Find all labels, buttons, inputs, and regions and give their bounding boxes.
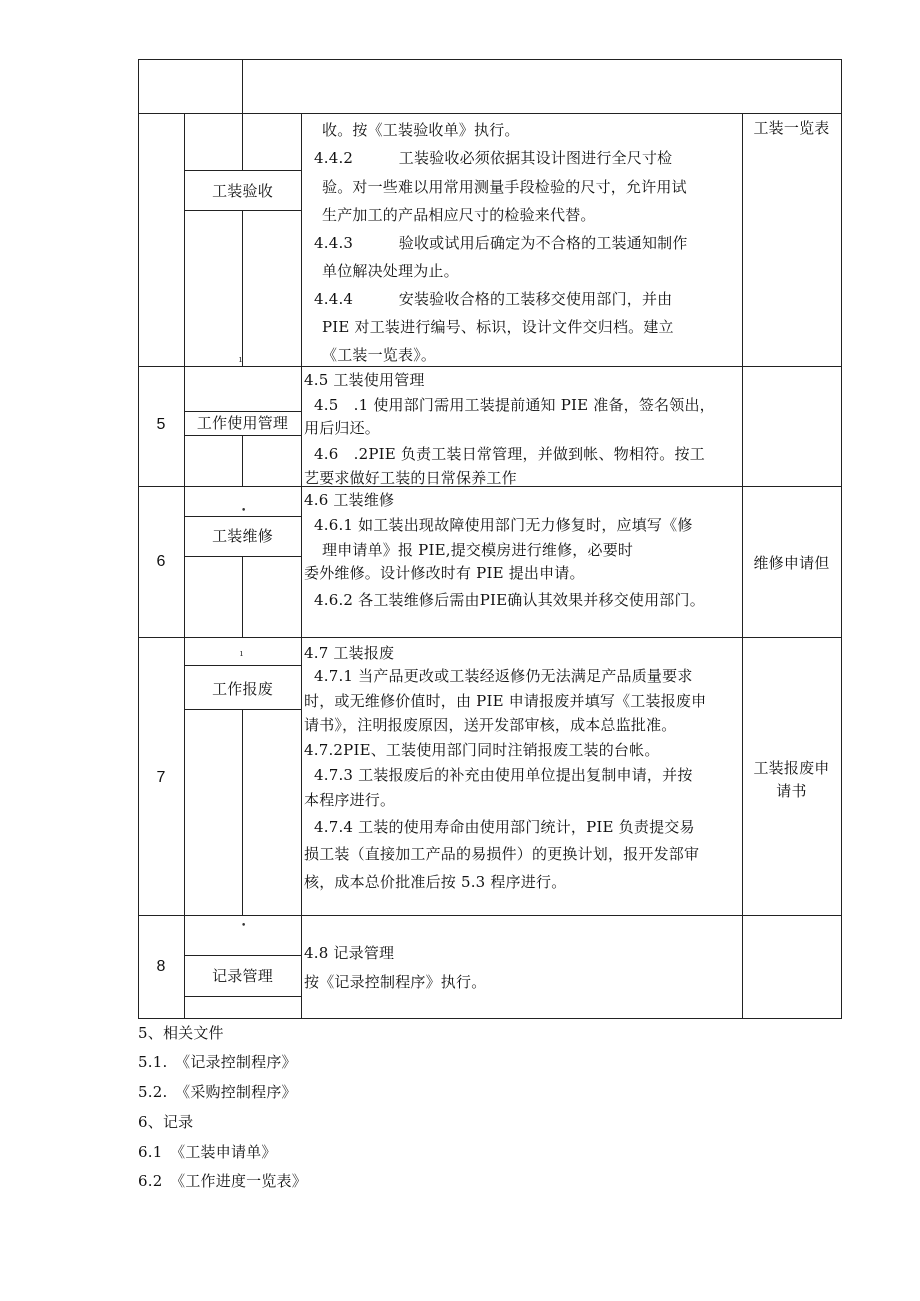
tick-mark: • (241, 506, 247, 516)
content-line: 4.7 工装报废 (304, 644, 395, 662)
content-line: 验。对一些难以用常用测量手段检验的尺寸，允许用试 (322, 178, 687, 196)
flow-box-line (184, 516, 301, 517)
flow-connector (242, 113, 243, 170)
content-line: 4.6 .2PIE 负责工装日常管理，并做到帐、物相符。按工 (314, 445, 705, 463)
flow-stage-label: 工装验收 (212, 182, 273, 200)
content-line: PIE 对工装进行编号、标识，设计文件交归档。建立 (322, 318, 674, 336)
content-line: 4.5 .1 使用部门需用工装提前通知 PIE 准备，签名领出， (314, 396, 715, 414)
content-line: 4.5 工装使用管理 (304, 371, 425, 389)
tick-mark: ı (240, 649, 243, 659)
content-line: 4.6 工装维修 (304, 491, 395, 509)
content-line: 理申请单》报 PIE,提交模房进行维修，必要时 (322, 541, 634, 559)
content-line: 生产加工的产品相应尺寸的检验来代替。 (322, 206, 596, 224)
content-line: 委外维修。设计修改时有 PIE 提出申请。 (304, 564, 585, 582)
content-line: 4.6.2 各工装维修后需由PIE确认其效果并移交使用部门。 (314, 591, 705, 609)
flow-box-line (184, 411, 301, 412)
tick-mark: ı (239, 355, 242, 365)
row-border (138, 113, 842, 114)
flow-stage-label: 工装维修 (212, 527, 273, 545)
table-bottom-border (138, 1018, 842, 1019)
col-no-border (184, 113, 185, 1018)
content-line: 用后归还。 (304, 419, 381, 437)
flow-stage-label: 工作使用管理 (196, 414, 289, 432)
section-heading: 6、记录 (138, 1113, 194, 1131)
top-row-divider (242, 59, 243, 113)
row-number: 6 (156, 553, 166, 570)
content-line: 4.4.4 安装验收合格的工装移交使用部门，并由 (314, 290, 673, 308)
content-line: 4.7.3 工装报废后的补充由使用单位提出复制申请，并按 (314, 766, 693, 784)
flow-box-line (184, 996, 301, 997)
record-cell: 工装一览表 (753, 119, 830, 137)
reference-item: 5.1. 《记录控制程序》 (138, 1053, 297, 1071)
row-border (138, 366, 842, 367)
content-line: 《工装一览表》。 (322, 346, 437, 364)
content-line: 损工装（直接加工产品的易损件）的更换计划，报开发部审 (304, 845, 700, 863)
flow-stage-label: 工作报废 (212, 680, 273, 698)
flow-stage-label: 记录管理 (212, 967, 273, 985)
record-item: 6.2 《工作进度一览表》 (138, 1172, 307, 1190)
table-right-border (841, 59, 842, 1019)
content-line: 4.7.2PIE、工装使用部门同时注销报废工装的台帐。 (304, 741, 660, 759)
row-number: 7 (156, 769, 166, 786)
flow-connector (242, 556, 243, 637)
content-line: 收。按《工装验收单》执行。 (322, 121, 520, 139)
content-line: 单位解决处理为止。 (322, 262, 459, 280)
content-line: 4.4.2 工装验收必须依据其设计图进行全尺寸检 (314, 149, 673, 167)
content-line: 4.4.3 验收或试用后确定为不合格的工装通知制作 (314, 234, 688, 252)
flow-connector (242, 210, 243, 366)
content-line: 时，或无维修价值时，由 PIE 申请报废并填写《工装报废申 (304, 692, 707, 710)
content-line: 本程序进行。 (304, 791, 396, 809)
content-line: 请书》，注明报废原因，送开发部审核，成本总监批准。 (304, 716, 677, 734)
content-line: 4.8 记录管理 (304, 944, 395, 962)
table-top-border (138, 59, 842, 60)
row-border (138, 637, 842, 638)
record-cell: 请书 (776, 782, 807, 800)
flow-connector (242, 709, 243, 915)
tick-mark: • (241, 921, 247, 931)
flow-connector (242, 435, 243, 486)
content-line: 按《记录控制程序》执行。 (304, 973, 487, 991)
record-cell: 维修申请但 (753, 554, 830, 572)
row-border (138, 915, 842, 916)
section-heading: 5、相关文件 (138, 1024, 224, 1042)
table-left-border (138, 59, 139, 1019)
col-flow-border (301, 113, 302, 1018)
record-item: 6.1 《工装申请单》 (138, 1143, 277, 1161)
flow-box-line (184, 665, 301, 666)
reference-item: 5.2. 《采购控制程序》 (138, 1083, 297, 1101)
flow-box-line (184, 955, 301, 956)
flow-box-line (184, 170, 301, 171)
content-line: 艺要求做好工装的日常保养工作 (304, 469, 517, 487)
content-line: 4.7.1 当产品更改或工装经返修仍无法满足产品质量要求 (314, 667, 693, 685)
content-line: 4.7.4 工装的使用寿命由使用部门统计，PIE 负责提交易 (314, 818, 695, 836)
content-line: 核，成本总价批准后按 5.3 程序进行。 (304, 873, 567, 891)
content-line: 4.6.1 如工装出现故障使用部门无力修复时，应填写《修 (314, 516, 693, 534)
row-number: 5 (156, 416, 166, 433)
row-number: 8 (156, 958, 166, 975)
record-cell: 工装报废申 (753, 759, 830, 777)
